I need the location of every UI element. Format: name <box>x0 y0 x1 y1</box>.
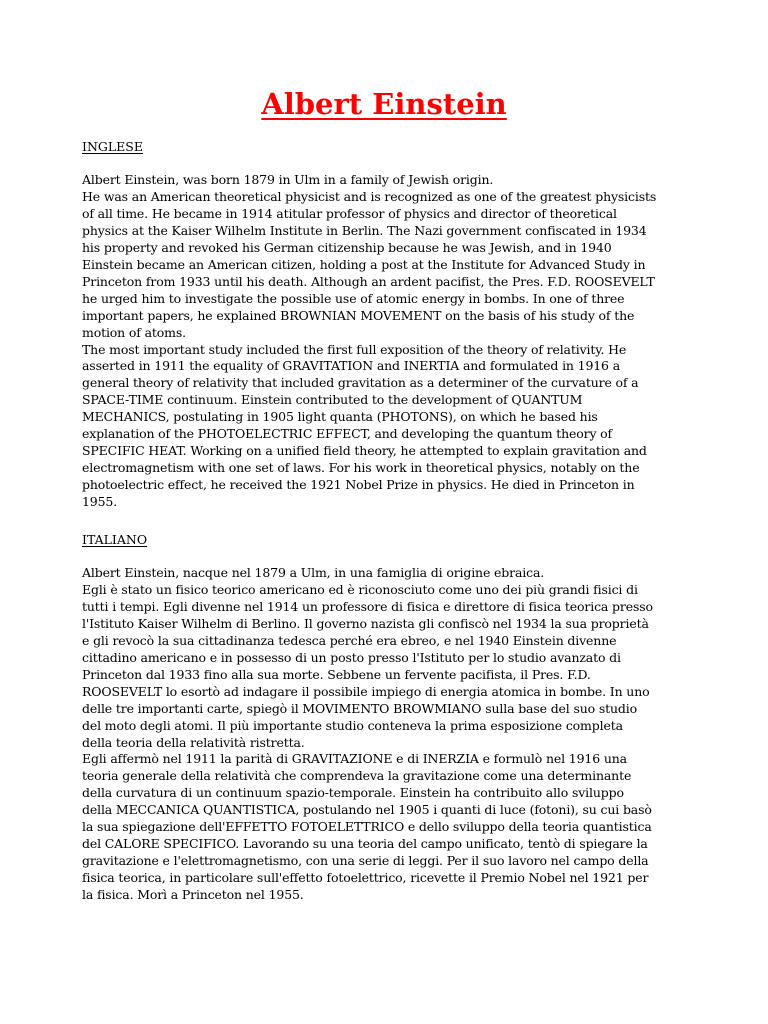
document-title <box>0 86 768 122</box>
text-line: Einstein became an American citizen, holding a post at the Institute for Advanced Study in <box>82 256 646 272</box>
text-line: his property and revoked his German citizenship because he was Jewish, and in 1940 <box>82 239 612 255</box>
text-line: teoria generale della relatività che comprendeva la gravitazione come una determinante <box>82 768 632 784</box>
document-title-text: Albert Einstein <box>261 87 507 121</box>
text-line: tutti i tempi. Egli divenne nel 1914 un professore di fisica e direttore di fisica teorica presso <box>82 598 653 614</box>
text-line: motion of atoms. <box>82 324 186 340</box>
text-line: electromagnetism with one set of laws. For his work in theoretical physics, notably on the <box>82 460 640 476</box>
text-line: asserted in 1911 the equality of GRAVITATION and INERTIA and formulated in 1916 a <box>82 358 620 374</box>
text-line: cittadino americano e in possesso di un posto presso l'Istituto per lo studio avanzato di <box>82 649 621 665</box>
text-line: Albert Einstein, nacque nel 1879 a Ulm, in una famiglia di origine ebraica. <box>82 565 545 580</box>
text-line: della teoria della relatività ristretta. <box>82 734 305 750</box>
text-line: del moto degli atomi. Il più importante studio conteneva la prima esposizione completa <box>82 717 623 733</box>
text-line: delle tre importanti carte, spiegò il MOVIMENTO BROWMIANO sulla base del suo studio <box>82 700 637 716</box>
text-line: e gli revocò la sua cittadinanza tedesca perché era ebreo, e nel 1940 Einstein divenne <box>82 632 617 648</box>
english-text-block <box>82 172 690 511</box>
text-line: ROOSEVELT lo esortò ad indagare il possibile impiego di energia atomica in bombe. In uno <box>82 683 650 699</box>
italian-text-block <box>82 565 690 904</box>
text-line: He was an American theoretical physicist and is recognized as one of the greatest physicists <box>82 188 657 204</box>
text-line: he urged him to investigate the possible use of atomic energy in bombs. In one of three <box>82 290 625 306</box>
text-line: del CALORE SPECIFICO. Lavorando su una teoria del campo unificato, tentò di spiegare la <box>82 836 648 852</box>
text-line: Albert Einstein, was born 1879 in Ulm in a family of Jewish origin. <box>82 172 494 187</box>
text-line: Egli affermò nel 1911 la parità di GRAVITAZIONE e di INERZIA e formulò nel 1916 una <box>82 751 627 767</box>
text-line: important papers, he explained BROWNIAN MOVEMENT on the basis of his study of the <box>82 307 635 323</box>
text-line: photoelectric effect, he received the 1921 Nobel Prize in physics. He died in Princeton in <box>82 477 635 493</box>
text-line: general theory of relativity that included gravitation as a determiner of the curvature of a <box>82 375 639 391</box>
section-heading-english: INGLESE <box>82 139 143 154</box>
text-line: Princeton from 1933 until his death. Although an ardent pacifist, the Pres. F.D. ROOSEVELT <box>82 273 655 289</box>
text-line: The most important study included the first full exposition of the theory of relativity. He <box>82 341 627 357</box>
text-line: SPACE-TIME continuum. Einstein contributed to the development of QUANTUM <box>82 392 583 408</box>
text-line: SPECIFIC HEAT. Working on a unified field theory, he attempted to explain gravitation and <box>82 443 647 459</box>
text-line: MECHANICS, postulating in 1905 light quanta (PHOTONS), on which he based his <box>82 409 598 425</box>
text-line: physics at the Kaiser Wilhelm Institute in Berlin. The Nazi government confiscated in 1934 <box>82 222 647 238</box>
text-line: della curvatura di un continuum spazio-temporale. Einstein ha contribuito allo sviluppo <box>82 785 624 801</box>
text-line: Princeton dal 1933 fino alla sua morte. Sebbene un fervente pacifista, il Pres. F.D. <box>82 666 591 682</box>
text-line: fisica teorica, in particolare sull'effetto fotoelettrico, ricevette il Premio Nobel nel 1921 per <box>82 870 649 886</box>
text-line: Egli è stato un fisico teorico americano ed è riconosciuto come uno dei più grandi fisici di <box>82 581 638 597</box>
text-line: of all time. He became in 1914 atitular professor of physics and director of theoretical <box>82 205 617 221</box>
text-line: gravitazione e l'elettromagnetismo, con una serie di leggi. Per il suo lavoro nel campo della <box>82 853 649 869</box>
text-line: 1955. <box>82 494 118 510</box>
text-line: l'Istituto Kaiser Wilhelm di Berlino. Il governo nazista gli confiscò nel 1934 la sua proprietà <box>82 615 649 631</box>
section-heading-italian: ITALIANO <box>82 532 148 547</box>
text-line: la sua spiegazione dell'EFFETTO FOTOELETTRICO e dello sviluppo della teoria quantistica <box>82 819 652 835</box>
text-line: della MECCANICA QUANTISTICA, postulando nel 1905 i quanti di luce (fotoni), su cui basò <box>82 802 652 818</box>
text-line: explanation of the PHOTOELECTRIC EFFECT, and developing the quantum theory of <box>82 426 613 442</box>
text-line: la fisica. Morì a Princeton nel 1955. <box>82 887 304 903</box>
